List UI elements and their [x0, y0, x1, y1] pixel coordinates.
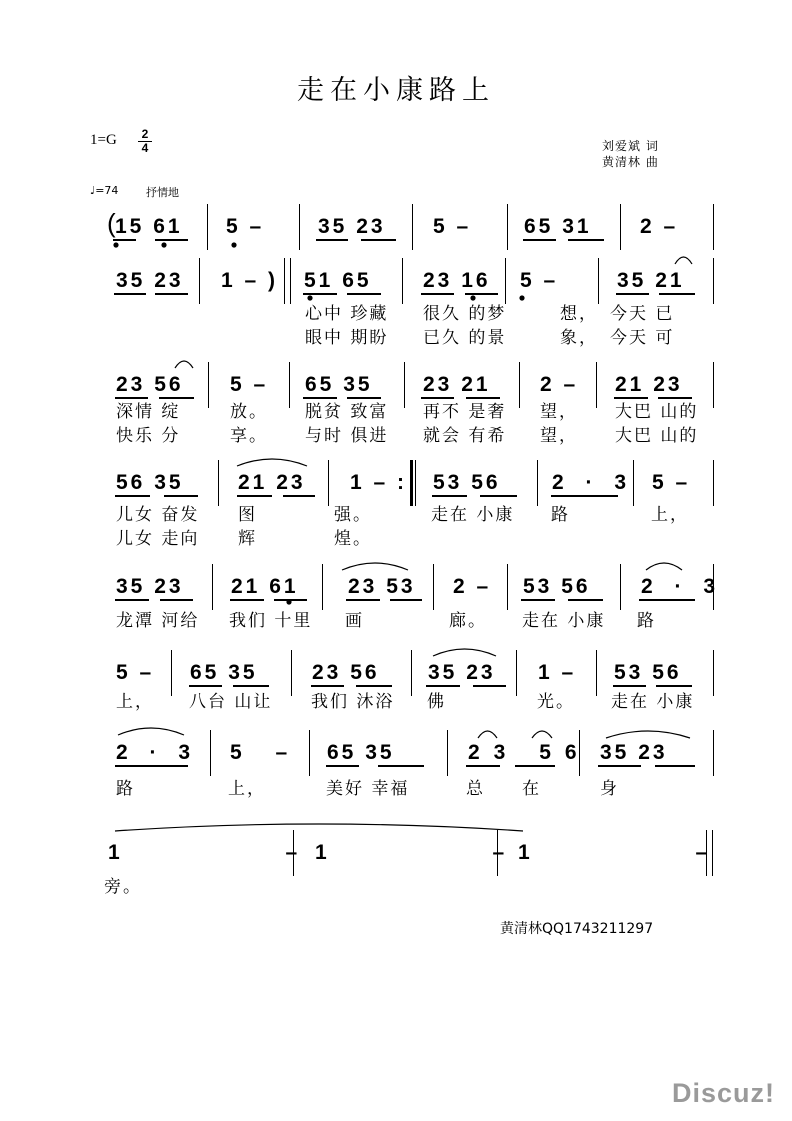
- measure-notes: 35 23: [600, 741, 668, 764]
- measure-notes: 23 21: [423, 373, 491, 396]
- slur: [115, 824, 523, 831]
- measure-notes: 35 23: [116, 575, 184, 598]
- measure-notes: 35 23: [318, 215, 386, 238]
- expression-mark: 抒情地: [146, 186, 179, 199]
- measure-notes: 1 – ): [221, 269, 279, 292]
- lyric-verse-1: 路: [551, 505, 570, 525]
- lyric-verse-1: 深情 绽: [116, 402, 181, 422]
- octave-dot: [286, 599, 291, 604]
- measure-notes: 15 61: [115, 215, 183, 238]
- slur: [118, 728, 184, 735]
- lyric-verse-1: 望，: [540, 402, 578, 422]
- measure-notes: 23 56: [468, 741, 591, 764]
- lyric-verse-1: 走在 小康: [611, 692, 695, 712]
- measure-notes: 56 35: [116, 471, 184, 494]
- lyric-verse-1: 大巴 山的: [615, 402, 699, 422]
- lyric-verse-1: 想，: [560, 304, 598, 324]
- measure-notes: 5 –: [520, 269, 559, 292]
- lyric-verse-1: 儿女 奋发: [116, 505, 200, 525]
- measure-notes: 5 –: [116, 661, 155, 684]
- slur: [606, 731, 690, 738]
- measure-notes: 65 31: [524, 215, 592, 238]
- lyric-verse-1: 脱贫 致富: [305, 402, 389, 422]
- lyric-verse-1: 今天 已: [610, 304, 675, 324]
- lyric-verse-2: 享。: [230, 426, 268, 446]
- lyric-verse-2: 已久 的景: [423, 328, 507, 348]
- octave-dot: [161, 242, 166, 247]
- lyric-verse-1: 画: [345, 611, 364, 631]
- measure-notes: 2 · 3: [641, 575, 724, 598]
- measure-notes: 53 56: [523, 575, 591, 598]
- lyric-verse-2: 象，: [560, 328, 598, 348]
- lyric-verse-1: 走在 小康: [522, 611, 606, 631]
- arranger-signature: 黄清林QQ1743211297: [500, 921, 654, 937]
- measure-notes: 1 –: [518, 841, 788, 864]
- lyric-verse-1: 在: [522, 779, 541, 799]
- slur: [433, 649, 496, 656]
- song-title: 走在小康路上: [297, 75, 495, 106]
- measure-notes: 53 56: [433, 471, 501, 494]
- slur: [532, 731, 552, 738]
- lyric-verse-1: 美好 幸福: [326, 779, 410, 799]
- lyric-verse-1: 八台 山让: [189, 692, 273, 712]
- octave-dot: [470, 295, 475, 300]
- lyric-verse-1: 上，: [116, 692, 154, 712]
- lyric-verse-1: 上，: [651, 505, 689, 525]
- key-signature: 1=G: [90, 132, 117, 148]
- lyric-verse-1: 我们 沐浴: [311, 692, 395, 712]
- octave-dot: [307, 295, 312, 300]
- measure-notes: 35 21: [617, 269, 685, 292]
- lyric-verse-1: 很久 的梦: [423, 304, 507, 324]
- lyric-verse-1: 路: [116, 779, 135, 799]
- slur: [646, 563, 682, 570]
- measure-notes: 21 23: [238, 471, 306, 494]
- measure-notes: 1 –: [108, 841, 378, 864]
- lyric-verse-2: 与时 俱进: [305, 426, 389, 446]
- slur: [342, 563, 408, 570]
- measure-notes: 1 – :: [350, 471, 408, 494]
- lyric-verse-2: 望，: [540, 426, 578, 446]
- lyricist-credit: 刘爱斌 词: [602, 139, 659, 153]
- measure-notes: 23 53: [348, 575, 416, 598]
- measure-notes: 65 35: [327, 741, 395, 764]
- lyric-verse-1: 总: [466, 779, 485, 799]
- composer-credit: 黄清林 曲: [602, 155, 659, 169]
- measure-notes: 21 23: [615, 373, 683, 396]
- measure-notes: 2 · 3: [552, 471, 635, 494]
- lyric-verse-1: 图: [238, 505, 257, 525]
- measure-notes: 5 –: [433, 215, 472, 238]
- slur: [675, 257, 692, 264]
- lyric-verse-1: 佛: [427, 692, 446, 712]
- measure-notes: 2 –: [640, 215, 679, 238]
- lyric-verse-1: 廊。: [449, 611, 487, 631]
- tempo-mark: ♩=74: [90, 184, 119, 197]
- lyric-verse-1: 走在 小康: [431, 505, 515, 525]
- measure-notes: 2 · 3: [116, 741, 199, 764]
- lyric-verse-2: 就会 有希: [423, 426, 507, 446]
- measure-notes: 53 56: [614, 661, 682, 684]
- lyric-verse-1: 心中 珍藏: [305, 304, 389, 324]
- lyric-verse-1: 上，: [228, 779, 266, 799]
- slur: [237, 459, 307, 466]
- lyric-verse-1: 旁。: [104, 877, 142, 897]
- measure-notes: (: [107, 208, 119, 238]
- measure-notes: 5 –: [652, 471, 691, 494]
- measure-notes: 23 56: [312, 661, 380, 684]
- measure-notes: 23 56: [116, 373, 184, 396]
- measure-notes: 35 23: [116, 269, 184, 292]
- octave-dot: [519, 295, 524, 300]
- measure-notes: 2 –: [540, 373, 579, 396]
- slur: [175, 361, 193, 368]
- lyric-verse-2: 快乐 分: [116, 426, 181, 446]
- lyric-verse-1: 强。: [334, 505, 372, 525]
- lyric-verse-1: 路: [637, 611, 656, 631]
- discuz-watermark: Discuz!: [672, 1078, 776, 1108]
- lyric-verse-1: 龙潭 河给: [116, 611, 200, 631]
- measure-notes: 65 35: [305, 373, 373, 396]
- time-signature-bottom: 4: [141, 141, 149, 155]
- lyric-verse-1: 我们 十里: [229, 611, 313, 631]
- lyric-verse-1: 光。: [537, 692, 575, 712]
- lyric-verse-2: 眼中 期盼: [305, 328, 389, 348]
- measure-notes: 5 –: [230, 741, 302, 764]
- slur: [478, 731, 497, 738]
- octave-dot: [231, 242, 236, 247]
- lyric-verse-1: 再不 是奢: [423, 402, 507, 422]
- lyric-verse-2: 煌。: [334, 529, 372, 549]
- time-signature-top: 2: [138, 128, 152, 142]
- measure-notes: 51 65: [304, 269, 372, 292]
- measure-notes: 5 –: [226, 215, 265, 238]
- lyric-verse-1: 身: [600, 779, 619, 799]
- lyric-verse-2: 大巴 山的: [615, 426, 699, 446]
- measure-notes: 21 61: [231, 575, 299, 598]
- measure-notes: 1 –: [315, 841, 585, 864]
- measure-notes: 2 –: [453, 575, 492, 598]
- measure-notes: 23 16: [423, 269, 491, 292]
- measure-notes: 5 –: [230, 373, 269, 396]
- measure-notes: 1 –: [538, 661, 577, 684]
- lyric-verse-2: 今天 可: [610, 328, 675, 348]
- lyric-verse-2: 辉: [238, 529, 257, 549]
- measure-notes: 35 23: [428, 661, 496, 684]
- octave-dot: [113, 242, 118, 247]
- lyric-verse-2: 儿女 走向: [116, 529, 200, 549]
- lyric-verse-1: 放。: [230, 402, 268, 422]
- measure-notes: 65 35: [190, 661, 258, 684]
